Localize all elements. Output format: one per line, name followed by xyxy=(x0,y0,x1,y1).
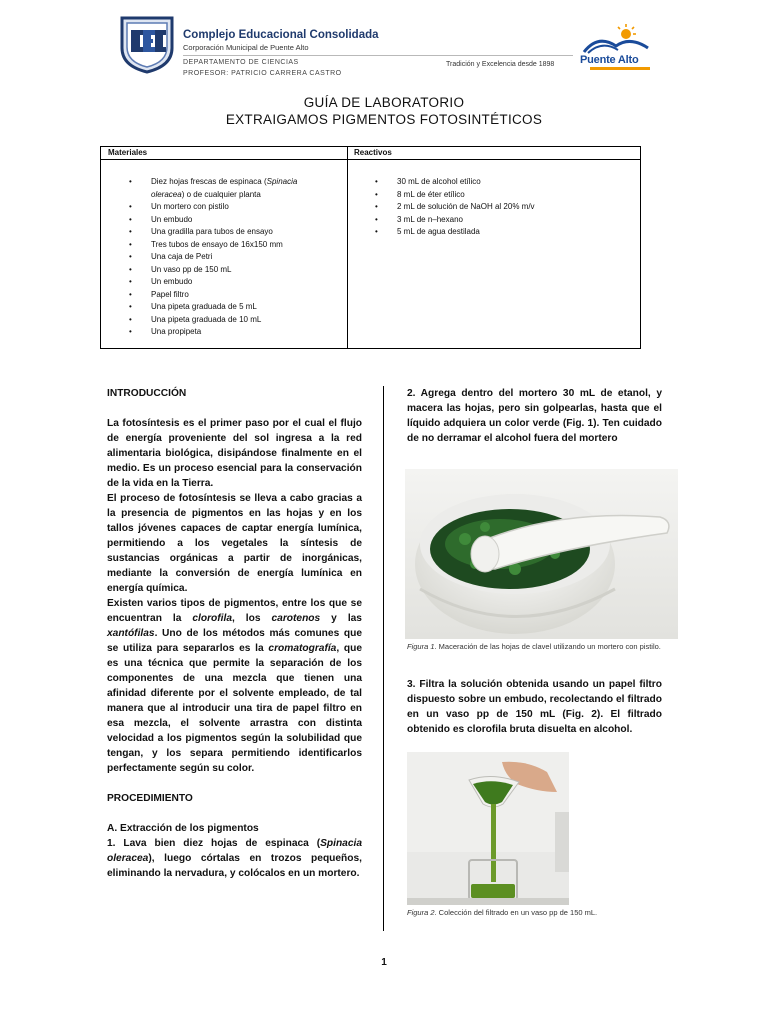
filtration-photo xyxy=(407,752,569,905)
page-number: 1 xyxy=(381,957,387,968)
org-subtitle: Corporación Municipal de Puente Alto xyxy=(183,43,309,52)
department-label: DEPARTAMENTO DE CIENCIAS xyxy=(183,59,299,66)
list-item: • Diez hojas frescas de espinaca (Spinacia oleracea) o de cualquier planta xyxy=(129,177,298,199)
intro-heading: INTRODUCCIÓN xyxy=(107,388,187,399)
material-text: Diez hojas frescas de espinaca (Spinacia oleracea) o de cualquier planta xyxy=(151,177,298,199)
list-item: • Una pipeta graduada de 5 mL xyxy=(129,302,257,311)
reagents-header: Reactivos xyxy=(354,148,392,157)
reagent-text: 8 mL de éter etílico xyxy=(397,189,465,199)
list-item: • Papel filtro xyxy=(129,289,189,299)
materials-table xyxy=(100,146,641,349)
material-text: Papel filtro xyxy=(151,289,189,299)
material-text: Un embudo xyxy=(151,277,193,286)
school-logo xyxy=(118,14,176,74)
list-item: • Un mortero con pistilo xyxy=(129,202,229,211)
list-item: • 2 mL de solución de NaOH al 20% m/v xyxy=(375,202,535,211)
puente-alto-wordmark: Puente Alto xyxy=(580,54,639,66)
reagent-text: 2 mL de solución de NaOH al 20% m/v xyxy=(397,202,535,211)
list-item: • Tres tubos de ensayo de 16x150 mm xyxy=(129,239,283,249)
reagent-text: 30 mL de alcohol etílico xyxy=(397,177,481,186)
material-text: Una propipeta xyxy=(151,327,202,336)
procedure-heading: PROCEDIMIENTO xyxy=(107,793,193,804)
material-text: Una gradilla para tubos de ensayo xyxy=(151,227,273,236)
procedure-step-3: 3. Filtra la solución obtenida usando un papel filtro dispuesto sobre un embudo, recolectando el filtrado en un vaso pp de 150 mL (Fig. 2). El filtrado obtenido es clorofila bruta disuelta en alcohol. xyxy=(407,679,662,735)
reagent-text: 5 mL de agua destilada xyxy=(397,227,480,236)
list-item: • Una gradilla para tubos de ensayo xyxy=(129,227,273,236)
left-column xyxy=(107,386,362,881)
intro-paragraph-2: El proceso de fotosíntesis se lleva a cabo gracias a la presencia de pigmentos en las hojas y en los tallos jóvenes capaces de captar energía lumínica, permitiendo a los vegetales la síntesis de sustancias orgánicas a partir de inorgánicas, mediante la conversión de energía lumínica en energía química. xyxy=(107,493,362,594)
list-item: • Un embudo xyxy=(129,277,193,286)
intro-paragraph-3: Existen varios tipos de pigmentos, entre los que se encuentran la clorofila, los carotenos y las xantófilas. Uno de los métodos más comunes que se utiliza para separarlos es la cromatografía, que es una técnica que permite la separación de los componentes de una mezcla que tienen una afinidad diferente por el solvente empleado, de tal manera que al introducir una tira de papel filtro en esa mezcla, el solvente arrastra con distinta velocidad a los pigmentos según la solubilidad que tengan, y los separa permitiendo identificarlos perfectamente según su color. xyxy=(107,598,363,774)
procedure-step-2: 2. Agrega dentro del mortero 30 mL de etanol, y macera las hojas, pero sin golpearlas, hasta que el líquido adquiera un color verde (Fig. 1). Ten cuidado de no derramar el alcohol fuera del mortero xyxy=(407,388,662,444)
intro-paragraph-1: La fotosíntesis es el primer paso por el cual el flujo de energía proveniente del sol ingresa a la red alimentaria biológica, disipándose finalmente en el medio. Es un proceso esencial para la conservación de la vida en la Tierra. xyxy=(107,418,362,489)
material-text: Una pipeta graduada de 5 mL xyxy=(151,302,257,311)
procedure-subheading: A. Extracción de los pigmentos xyxy=(107,823,259,834)
list-item: • 30 mL de alcohol etílico xyxy=(375,177,481,186)
procedure-step-1: 1. Lava bien diez hojas de espinaca (Spinacia oleracea), luego córtalas en trozos pequeños, eliminando la nervadura, y colócalos en un mortero. xyxy=(107,838,362,879)
reagents-list xyxy=(347,176,639,239)
figure-1-caption: Figura 1. Maceración de las hojas de clavel utilizando un mortero con pistilo. xyxy=(407,642,661,651)
reagent-text: 3 mL de n–hexano xyxy=(397,214,463,224)
figure-2-caption: Figura 2. Colección del filtrado en un vaso pp de 150 mL. xyxy=(407,908,598,917)
list-item: • Una pipeta graduada de 10 mL xyxy=(129,314,262,324)
header-divider xyxy=(183,55,573,56)
list-item: • 5 mL de agua destilada xyxy=(375,227,480,236)
material-text: Un embudo xyxy=(151,214,193,224)
material-text: Un mortero con pistilo xyxy=(151,202,229,211)
materials-list xyxy=(101,176,346,339)
material-text: Una pipeta graduada de 10 mL xyxy=(151,314,262,324)
material-text: Tres tubos de ensayo de 16x150 mm xyxy=(151,239,283,249)
professor-label: PROFESOR: PATRICIO CARRERA CASTRO xyxy=(183,70,342,77)
org-name: Complejo Educacional Consolidada xyxy=(183,29,379,41)
material-text: Una caja de Petri xyxy=(151,252,213,261)
material-text: Un vaso pp de 150 mL xyxy=(151,264,232,274)
guide-subtitle: EXTRAIGAMOS PIGMENTOS FOTOSINTÉTICOS xyxy=(225,112,543,127)
list-item: • Una caja de Petri xyxy=(129,252,213,261)
list-item: • Una propipeta xyxy=(129,327,202,336)
motto-text: Tradición y Excelencia desde 1898 xyxy=(446,61,555,68)
list-item: • 3 mL de n–hexano xyxy=(375,214,463,224)
list-item: • 8 mL de éter etílico xyxy=(375,189,465,199)
puente-alto-underline xyxy=(590,67,650,70)
list-item: • Un vaso pp de 150 mL xyxy=(129,264,232,274)
guide-title: GUÍA DE LABORATORIO xyxy=(303,95,465,110)
mortar-pestle-photo xyxy=(405,469,678,639)
list-item: • Un embudo xyxy=(129,214,193,224)
materials-header: Materiales xyxy=(108,148,148,157)
column-divider xyxy=(383,386,384,931)
